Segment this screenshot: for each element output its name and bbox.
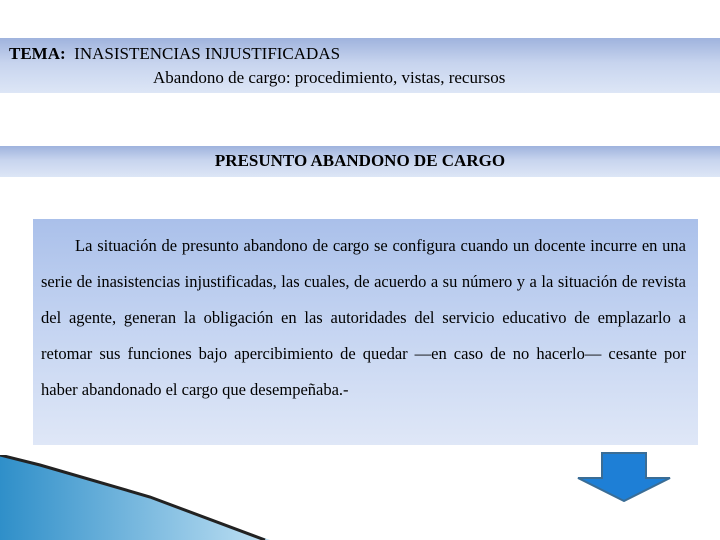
definition-paragraph: La situación de presunto abandono de cargo se configura cuando un docente incurre en una serie de inasistencias injustificadas, las cuales, de acuerdo a su número y a la situación de revista del agente, generan la obligación en las autoridades del servicio educativo de emplazarlo a retomar sus funciones bajo apercibimiento de quedar —en caso de no hacerlo— cesante por haber abandonado el cargo que desempeñaba.- [41,236,686,399]
down-arrow-icon[interactable] [576,452,672,502]
section-title: PRESUNTO ABANDONO DE CARGO [214,151,506,170]
topic-subtitle: Abandono de cargo: procedimiento, vistas, recursos [153,68,506,87]
topic-label: TEMA: [9,44,66,63]
decorative-swoosh [0,455,300,540]
definition-box [33,219,698,445]
topic-line [9,44,340,64]
topic-title: INASISTENCIAS INJUSTIFICADAS [74,44,341,63]
